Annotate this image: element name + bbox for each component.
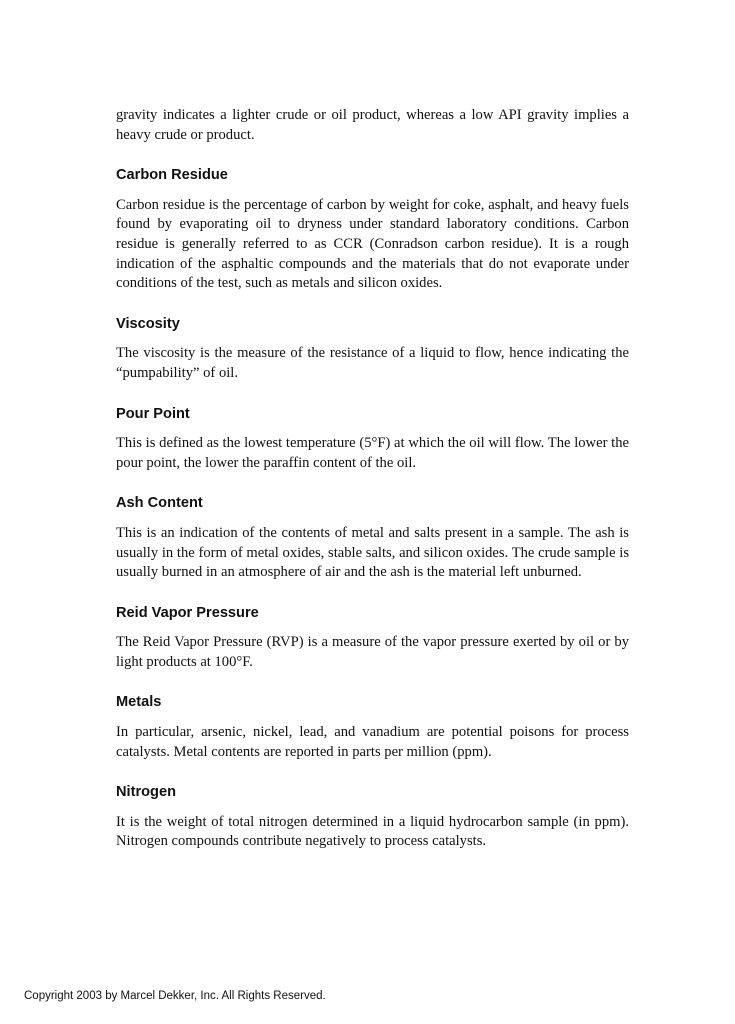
section-body-metals: In particular, arsenic, nickel, lead, and vanadium are potential poisons for process catalysts. Metal contents are reported in parts per million (ppm). <box>116 724 629 760</box>
section-body-nitrogen: It is the weight of total nitrogen determined in a liquid hydrocarbon sample (in ppm). Nitrogen compounds contribute negatively to process catalysts. <box>116 813 629 850</box>
intro-paragraph: gravity indicates a lighter crude or oil product, whereas a low API gravity implies a heavy crude or product. <box>116 107 629 143</box>
section-body-reid-vapor-pressure: The Reid Vapor Pressure (RVP) is a measure of the vapor pressure exerted by oil or by light products at 100°F. <box>116 634 629 670</box>
section-heading-pour-point: Pour Point <box>116 405 190 422</box>
section-heading-carbon-residue: Carbon Residue <box>116 167 228 184</box>
section-heading-nitrogen: Nitrogen <box>116 784 176 801</box>
section-body-ash-content: This is an indication of the contents of metal and salts present in a sample. The ash is usually in the form of metal oxides, stable salts, and silicon oxides. The crude sample is usually burned in an atmosphere of air and the ash is the material left unburned. <box>116 524 629 581</box>
section-body-viscosity: The viscosity is the measure of the resistance of a liquid to flow, hence indicating the “pumpability” of oil. <box>116 345 629 381</box>
section-body-carbon-residue: Carbon residue is the percentage of carbon by weight for coke, asphalt, and heavy fuels found by evaporating oil to dryness under standard laboratory conditions. Carbon residue is generally referred to as CCR (Conradson carbon residue). It is a rough indication of the asphaltic compounds and the materials that do not evaporate under conditions of the test, such as metals and silicon oxides. <box>116 196 629 292</box>
section-heading-ash-content: Ash Content <box>116 495 203 512</box>
copyright-footer: Copyright 2003 by Marcel Dekker, Inc. All Rights Reserved. <box>24 990 326 1002</box>
section-heading-metals: Metals <box>116 694 162 711</box>
section-heading-reid-vapor-pressure: Reid Vapor Pressure <box>116 604 259 621</box>
section-heading-viscosity: Viscosity <box>116 315 180 332</box>
document-page <box>116 106 629 852</box>
section-body-pour-point: This is defined as the lowest temperature (5°F) at which the oil will flow. The lower the pour point, the lower the paraffin content of the oil. <box>116 435 629 471</box>
